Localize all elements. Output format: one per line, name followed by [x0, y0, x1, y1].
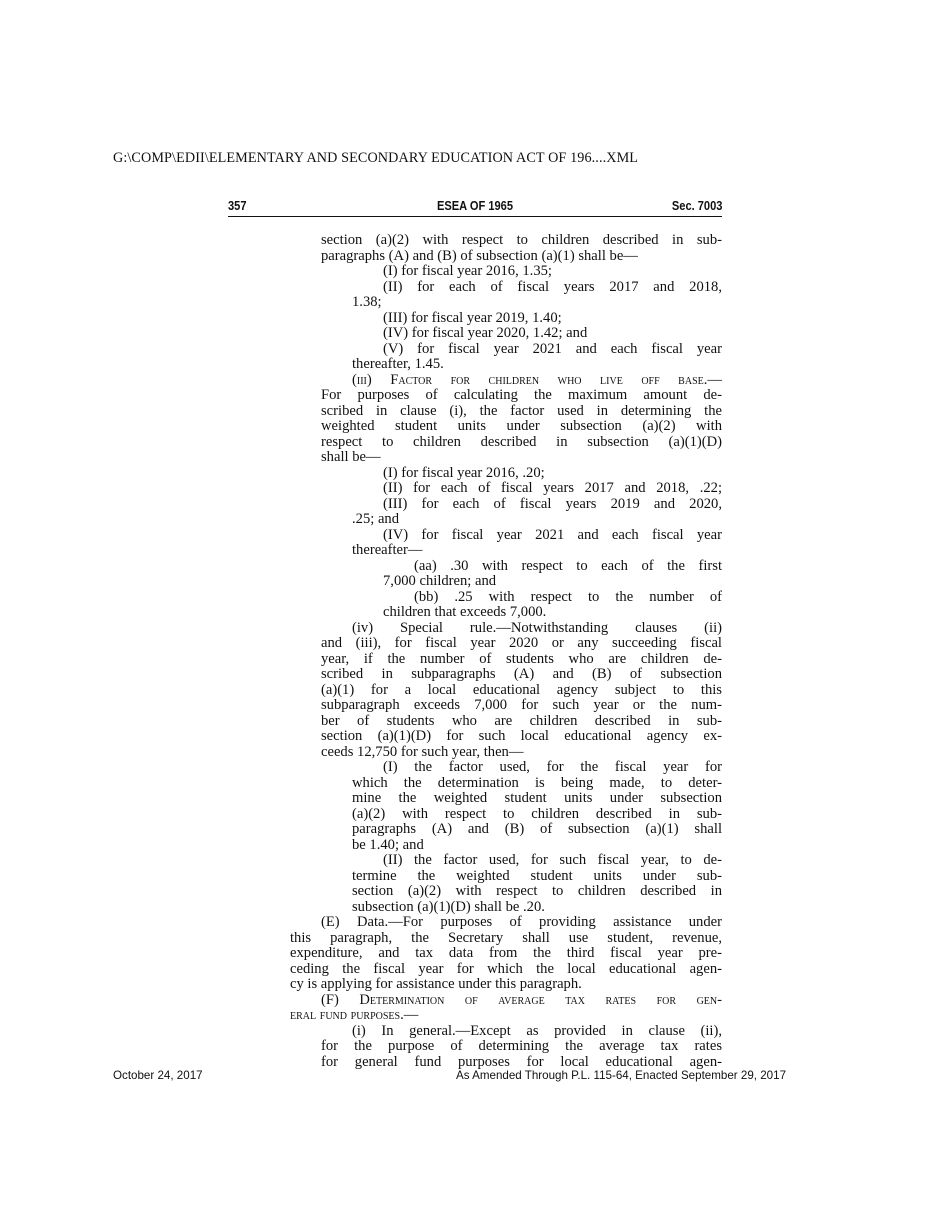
text-line: weighted student units under subsection (a)(2) with: [321, 418, 722, 434]
text-line: (II) for each of fiscal years 2017 and 2018,: [383, 278, 722, 295]
clause-heading: (i) In general.—Except as provided in clause (ii),: [352, 1022, 722, 1039]
text-line: which the determination is being made, to deter-: [352, 774, 722, 791]
text-line: and (iii), for fiscal year 2020 or any succeeding fiscal: [321, 635, 722, 651]
section-number: Sec. 7003: [671, 199, 722, 213]
text-line: be 1.40; and: [352, 836, 424, 853]
text-line: (III) for fiscal year 2019, 1.40;: [383, 309, 562, 326]
page-number: 357: [228, 199, 247, 213]
text-line: subsection (a)(1)(D) shall be .20.: [352, 898, 545, 915]
text-line: (V) for fiscal year 2021 and each fiscal year: [383, 340, 722, 357]
text-line: (I) for fiscal year 2016, .20;: [383, 464, 545, 481]
footer-amendment-note: As Amended Through P.L. 115-64, Enacted September 29, 2017: [456, 1069, 787, 1082]
text-line: (IV) for fiscal year 2021 and each fiscal year: [383, 526, 722, 543]
text-line: (I) for fiscal year 2016, 1.35;: [383, 263, 552, 279]
text-line: expenditure, and tax data from the third fiscal year pre-: [290, 945, 722, 961]
text-line: thereafter—: [352, 542, 423, 558]
text-line: (aa) .30 with respect to each of the first: [414, 557, 722, 574]
text-line: (IV) for fiscal year 2020, 1.42; and: [383, 325, 588, 341]
text-line: section (a)(1)(D) for such local educational agency ex-: [321, 728, 722, 744]
text-line: (I) the factor used, for the fiscal year for: [383, 759, 722, 775]
file-path: G:\COMP\EDII\ELEMENTARY AND SECONDARY EDUCATION ACT OF 196....XML: [113, 150, 639, 166]
paragraph-heading: (F) Determination of average tax rates for gen-: [321, 991, 722, 1008]
clause-heading: (iii) Factor for children who live off base.—: [352, 371, 722, 388]
text-line: 7,000 children; and: [383, 573, 497, 589]
text-line: For purposes of calculating the maximum amount de-: [321, 387, 722, 403]
running-header: [228, 198, 722, 217]
text-line: (a)(2) with respect to children described in sub-: [352, 805, 722, 822]
paragraph-heading: (E) Data.—For purposes of providing assistance under: [321, 914, 722, 930]
text-line: paragraphs (A) and (B) of subsection (a)(1) shall be—: [321, 247, 638, 264]
text-line: mine the weighted student units under subsection: [352, 790, 722, 806]
text-line: section (a)(2) with respect to children described in: [352, 883, 722, 899]
running-title: ESEA OF 1965: [437, 199, 513, 213]
text-line: .25; and: [352, 511, 400, 527]
text-line: for the purpose of determining the average tax rates: [321, 1038, 722, 1054]
text-line: this paragraph, the Secretary shall use student, revenue,: [290, 929, 722, 946]
text-line: (a)(1) for a local educational agency subject to this: [321, 681, 722, 698]
text-line: (II) for each of fiscal years 2017 and 2018, .22;: [383, 480, 722, 496]
text-line: 1.38;: [352, 294, 382, 310]
text-line: ceeds 12,750 for such year, then—: [321, 743, 524, 760]
text-line: cy is applying for assistance under this paragraph.: [290, 976, 582, 992]
text-line: (III) for each of fiscal years 2019 and 2020,: [383, 495, 722, 512]
text-line: for general fund purposes for local educational agen-: [321, 1053, 722, 1070]
footer-date: October 24, 2017: [113, 1069, 203, 1082]
text-line: eral fund purposes.—: [290, 1007, 419, 1023]
clause-heading: (iv) Special rule.—Notwithstanding clauses (ii): [352, 619, 722, 636]
text-line: scribed in clause (i), the factor used in determining the: [321, 402, 722, 419]
text-line: thereafter, 1.45.: [352, 356, 444, 372]
text-line: respect to children described in subsection (a)(1)(D): [321, 433, 722, 450]
text-line: termine the weighted student units under sub-: [352, 867, 722, 884]
text-line: (bb) .25 with respect to the number of: [414, 588, 722, 605]
text-line: year, if the number of students who are children de-: [321, 650, 722, 667]
text-line: paragraphs (A) and (B) of subsection (a)(1) shall: [352, 821, 722, 837]
text-line: section (a)(2) with respect to children described in sub-: [321, 232, 722, 248]
text-line: (II) the factor used, for such fiscal year, to de-: [383, 852, 722, 868]
text-line: scribed in subparagraphs (A) and (B) of subsection: [321, 666, 722, 682]
text-line: subparagraph exceeds 7,000 for such year or the num-: [321, 697, 722, 713]
text-line: ber of students who are children described in sub-: [321, 712, 722, 729]
text-line: ceding the fiscal year for which the local educational agen-: [290, 960, 722, 977]
text-line: shall be—: [321, 449, 381, 465]
text-line: children that exceeds 7,000.: [383, 604, 547, 620]
